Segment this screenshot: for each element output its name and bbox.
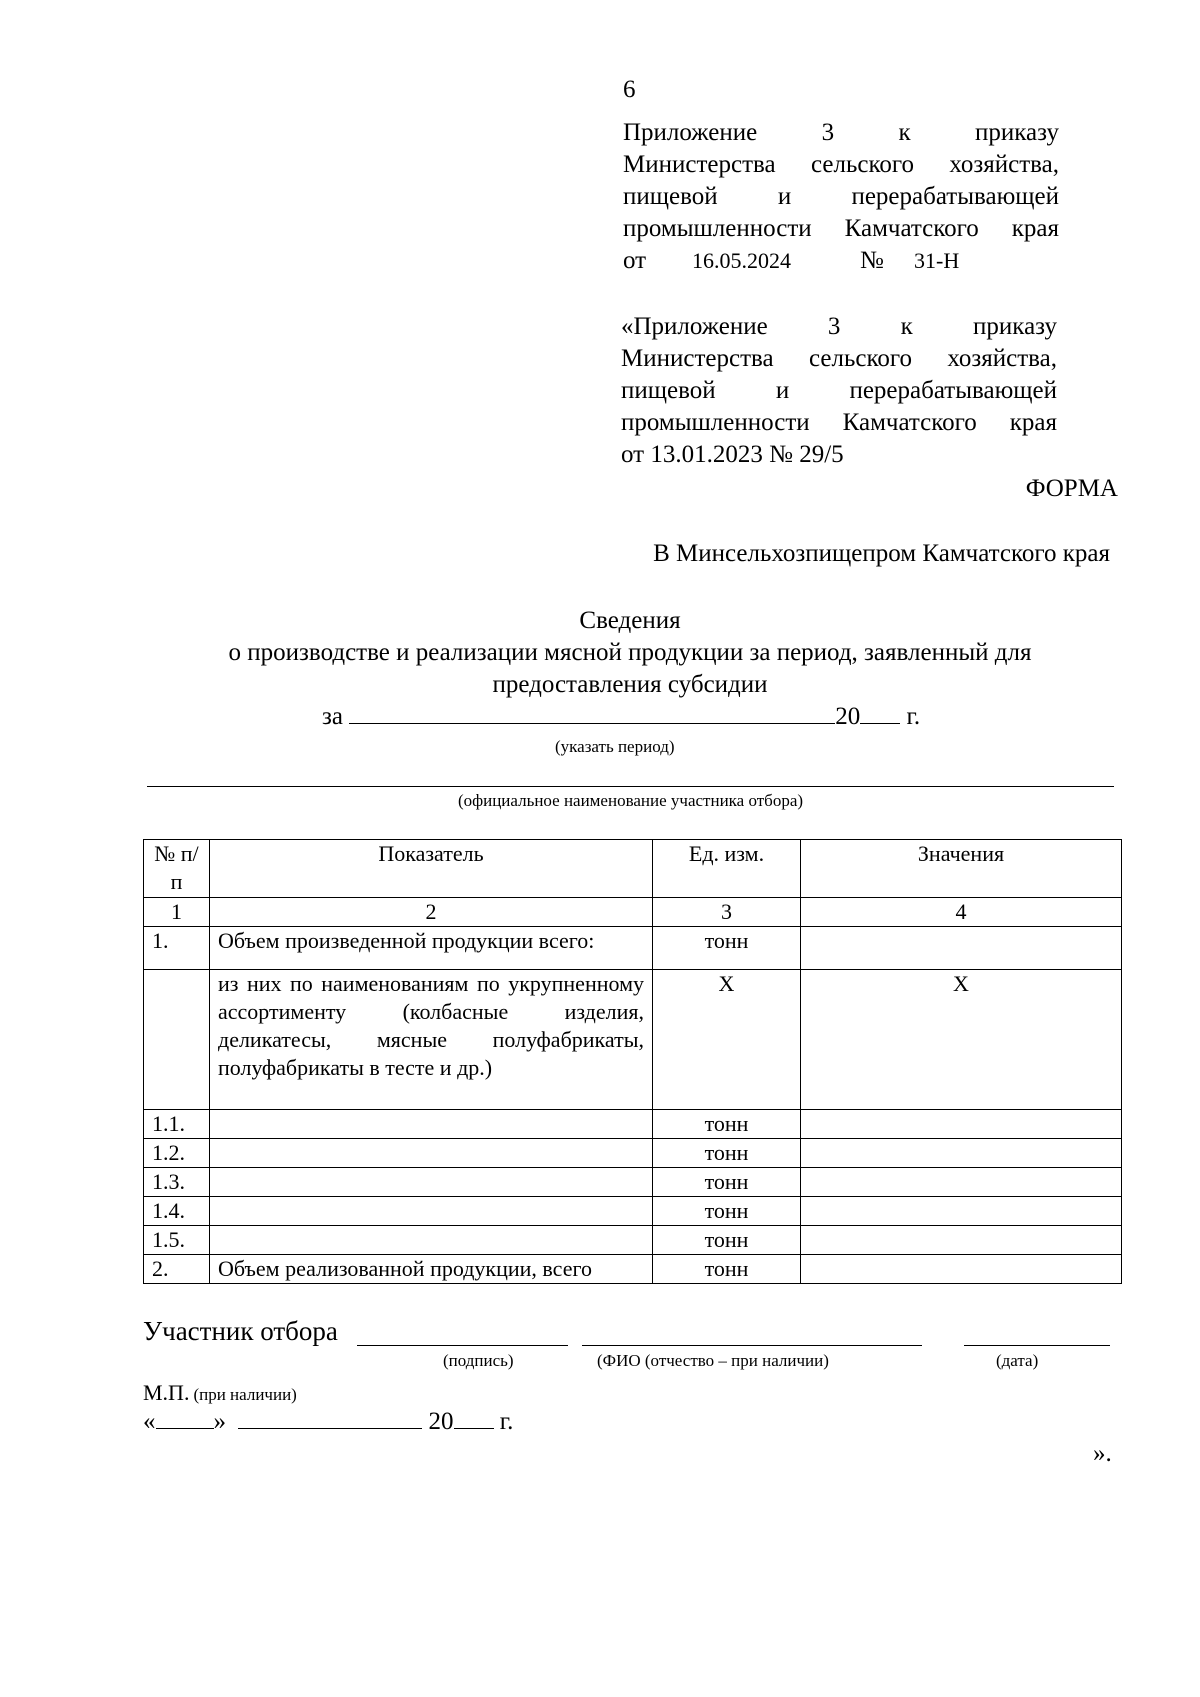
header-value: Значения — [801, 840, 1122, 898]
fio-caption: (ФИО (отчество – при наличии) — [597, 1351, 829, 1370]
value-cell[interactable] — [801, 1168, 1122, 1197]
order-date: 16.05.2024 — [692, 248, 791, 273]
production-table — [143, 839, 1122, 1284]
stamp-line: М.П. (при наличии) — [143, 1380, 297, 1405]
period-line: за 20 г. — [322, 703, 921, 730]
title-line-3: предоставления субсидии — [492, 671, 768, 698]
quoted-line-1: «Приложение 3 к приказу — [621, 313, 1058, 340]
date-caption: (дата) — [996, 1351, 1039, 1370]
period-caption: (указать период) — [555, 737, 675, 756]
period-year-blank[interactable] — [860, 701, 900, 724]
indicator-cell[interactable] — [210, 1168, 653, 1197]
order-number: 31-Н — [914, 248, 960, 273]
document-title — [120, 605, 1140, 701]
title-line-2: о производстве и реализации мясной продукции за период, заявленный для — [228, 639, 1032, 666]
column-number-row: 1 2 3 4 — [144, 898, 1122, 927]
value-cell[interactable] — [801, 1139, 1122, 1168]
date-blank[interactable] — [964, 1345, 1110, 1346]
appendix-line-4: промышленности Камчатского края — [623, 215, 1059, 242]
table-row: 2. Объем реализованной продукции, всего тонн — [144, 1255, 1122, 1284]
year-blank[interactable] — [454, 1406, 494, 1429]
table-header-row — [144, 840, 1122, 898]
month-blank[interactable] — [238, 1406, 422, 1429]
value-cell[interactable] — [801, 1110, 1122, 1139]
appendix-date-number-line: от 16.05.2024 № 31-Н — [623, 245, 1059, 277]
title-line-1: Сведения — [579, 607, 681, 634]
table-row: из них по наименованиям по укрупненному ассортименту (колбасные изделия, деликатесы, мясные полуфабрикаты, полуфабрикаты в тесте и др.) Х Х — [144, 970, 1122, 1110]
table-row: 1.5. тонн — [144, 1226, 1122, 1255]
quoted-line-3: пищевой и перерабатывающей — [621, 377, 1057, 404]
appendix-line-3: пищевой и перерабатывающей — [623, 183, 1059, 210]
indicator-cell[interactable] — [210, 1139, 653, 1168]
signature-date-line: « » 20 г. — [143, 1408, 514, 1435]
quoted-appendix — [621, 311, 1057, 471]
value-cell[interactable] — [801, 1255, 1122, 1284]
quoted-line-5: от 13.01.2023 № 29/5 — [621, 441, 844, 468]
participant-signature-label: Участник отбора — [143, 1316, 338, 1346]
value-cell[interactable] — [801, 1197, 1122, 1226]
period-blank[interactable] — [349, 701, 835, 724]
indicator-cell[interactable] — [210, 1110, 653, 1139]
participant-caption: (официальное наименование участника отбора) — [457, 791, 804, 810]
closing-quote: ». — [1093, 1440, 1112, 1467]
form-label: ФОРМА — [1025, 475, 1118, 502]
indicator-cell[interactable] — [210, 1197, 653, 1226]
header-unit: Ед. изм. — [653, 840, 801, 898]
signature-caption: (подпись) — [443, 1351, 514, 1370]
header-indicator: Показатель — [210, 840, 653, 898]
table-row: 1.3. тонн — [144, 1168, 1122, 1197]
appendix-line-2: Министерства сельского хозяйства, — [623, 151, 1059, 178]
addressee: В Минсельхозпищепром Камчатского края — [653, 540, 1110, 567]
value-cell[interactable] — [801, 1226, 1122, 1255]
appendix-header — [623, 117, 1059, 277]
fio-blank[interactable] — [582, 1345, 922, 1346]
header-num: № п/п — [144, 840, 210, 898]
value-cell[interactable] — [801, 927, 1122, 970]
table-row: 1.4. тонн — [144, 1197, 1122, 1226]
quoted-line-2: Министерства сельского хозяйства, — [621, 345, 1057, 372]
quoted-line-4: промышленности Камчатского края — [621, 409, 1057, 436]
signature-blank[interactable] — [357, 1345, 568, 1346]
table-row: 1.2. тонн — [144, 1139, 1122, 1168]
indicator-cell[interactable] — [210, 1226, 653, 1255]
day-blank[interactable] — [156, 1406, 214, 1429]
table-row: 1.1. тонн — [144, 1110, 1122, 1139]
appendix-line-1: Приложение 3 к приказу — [623, 119, 1059, 146]
participant-name-blank[interactable] — [147, 786, 1114, 787]
page-number: 6 — [623, 76, 636, 103]
table-row: 1. Объем произведенной продукции всего: тонн — [144, 927, 1122, 970]
